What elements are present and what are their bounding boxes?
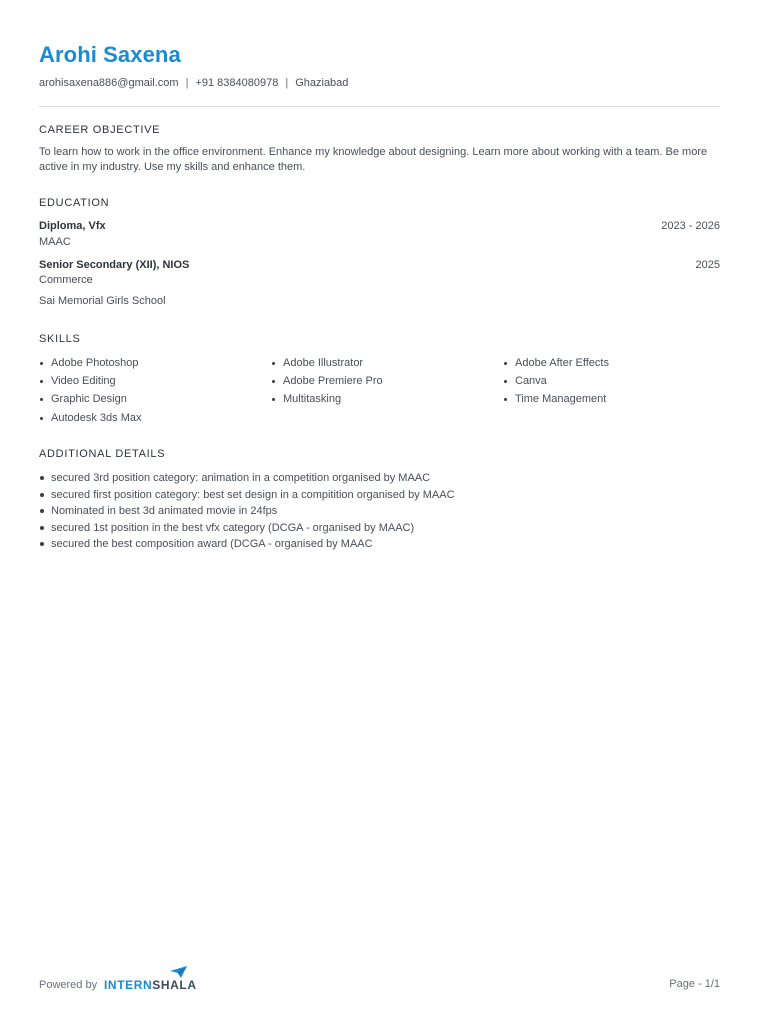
paper-plane-icon [170, 966, 187, 978]
skill-item [503, 357, 609, 369]
brand-part-2: SHALA [152, 978, 197, 992]
skill-item [39, 412, 142, 424]
detail-text: secured the best composition award (DCGA - organised by MAAC [51, 538, 373, 551]
bullet-icon [504, 380, 507, 383]
bullet-icon [40, 509, 44, 513]
bullet-icon [272, 398, 275, 401]
section-title-additional-details: ADDITIONAL DETAILS [39, 448, 166, 460]
skill-label: Adobe Premiere Pro [283, 375, 383, 387]
skill-label: Adobe Photoshop [51, 357, 139, 369]
education-entry [39, 259, 720, 307]
bullet-icon [504, 362, 507, 365]
skill-item [503, 375, 547, 387]
skill-label: Graphic Design [51, 393, 127, 405]
education-entry [39, 220, 720, 248]
list-item [39, 503, 720, 520]
list-item [39, 520, 720, 537]
list-item [39, 487, 720, 504]
career-objective-text: To learn how to work in the office environment. Enhance my knowledge about designing. Learn more about working with a team. Be more active in my industry. Use my skills and enhance them. [39, 146, 708, 173]
skill-label: Multitasking [283, 393, 342, 405]
skill-item [271, 393, 341, 405]
section-title-skills: SKILLS [39, 333, 81, 345]
bullet-icon [40, 542, 44, 546]
contact-line [39, 77, 348, 89]
section-title-career-objective: CAREER OBJECTIVE [39, 124, 161, 136]
skill-item [271, 375, 383, 387]
candidate-name: Arohi Saxena [39, 42, 181, 67]
bullet-icon [40, 362, 43, 365]
bullet-icon [504, 398, 507, 401]
detail-text: secured first position category: best set design in a compitition organised by MAAC [51, 488, 455, 501]
detail-text: Nominated in best 3d animated movie in 24fps [51, 505, 278, 518]
skill-label: Time Management [515, 393, 607, 405]
separator: | [185, 77, 189, 89]
education-degree: Diploma, Vfx [39, 220, 106, 232]
skill-item [503, 393, 606, 405]
detail-text: secured 1st position in the best vfx category (DCGA - organised by MAAC) [51, 521, 415, 534]
skill-label: Canva [515, 375, 547, 387]
internshala-logo[interactable] [104, 978, 197, 992]
bullet-icon [40, 493, 44, 497]
skill-label: Autodesk 3ds Max [51, 412, 142, 424]
bullet-icon [272, 380, 275, 383]
education-date: 2023 - 2026 [661, 220, 720, 232]
skill-label: Adobe After Effects [515, 357, 609, 369]
skill-item [39, 393, 127, 405]
page-number: Page - 1/1 [669, 978, 720, 990]
brand-part-1: INTERN [104, 978, 153, 992]
bullet-icon [40, 417, 43, 420]
bullet-icon [40, 398, 43, 401]
education-institution: Sai Memorial Girls School [39, 295, 166, 307]
separator: | [285, 77, 289, 89]
email-text: arohisaxena886@gmail.com [39, 77, 179, 89]
list-item [39, 470, 720, 487]
bullet-icon [40, 526, 44, 530]
powered-by-label: Powered by [39, 979, 98, 991]
skill-item [39, 375, 116, 387]
bullet-icon [40, 380, 43, 383]
skill-item [271, 357, 363, 369]
bullet-icon [272, 362, 275, 365]
skill-label: Adobe Illustrator [283, 357, 364, 369]
education-stream: Commerce [39, 274, 93, 286]
resume-page [39, 0, 720, 1024]
detail-text: secured 3rd position category: animation in a competition organised by MAAC [51, 472, 431, 484]
education-institution: MAAC [39, 236, 71, 248]
bullet-icon [40, 476, 44, 480]
section-title-education: EDUCATION [39, 197, 110, 209]
education-date: 2025 [695, 259, 720, 271]
list-item [39, 536, 720, 553]
additional-details-list [39, 470, 720, 553]
skill-item [39, 357, 138, 369]
skill-label: Video Editing [51, 375, 116, 387]
skills-list [39, 355, 720, 435]
phone-text: +91 8384080978 [195, 77, 279, 89]
education-degree: Senior Secondary (XII), NIOS [39, 259, 190, 271]
header-divider [39, 106, 720, 107]
location-text: Ghaziabad [295, 77, 349, 89]
